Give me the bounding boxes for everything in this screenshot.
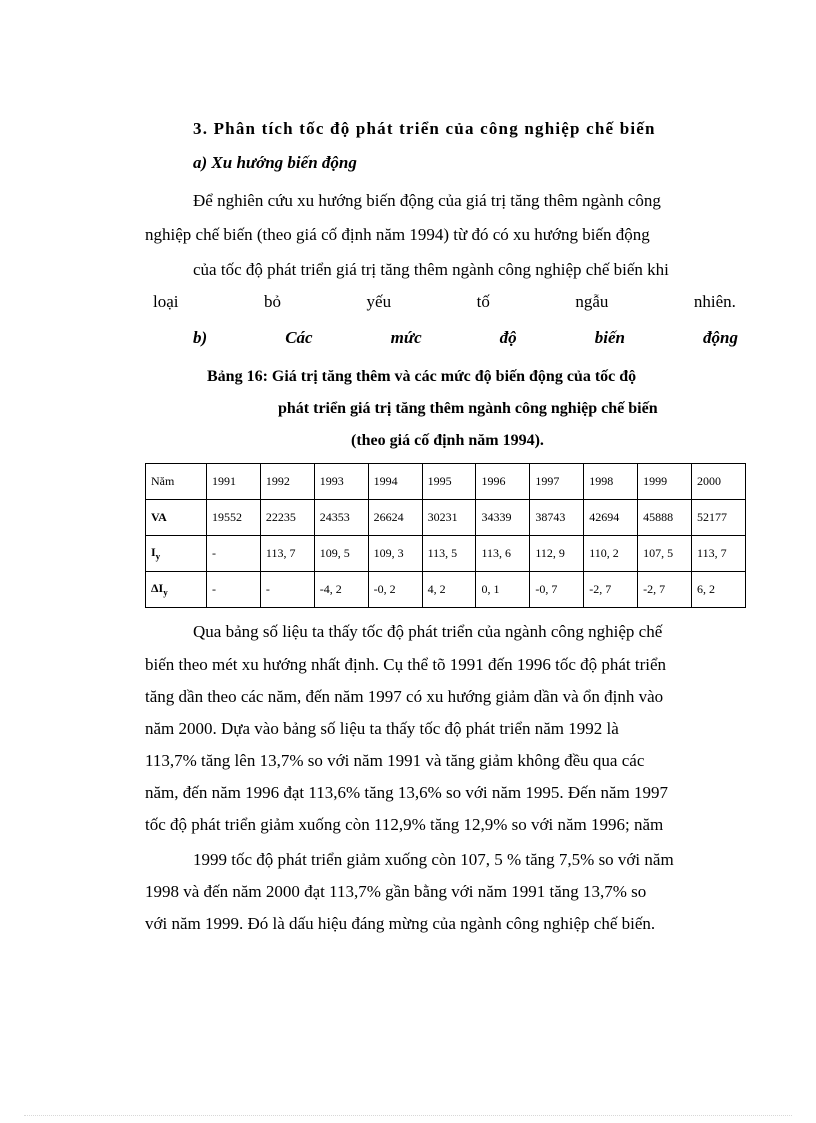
table-cell: 107, 5 [638, 536, 692, 572]
row-label [146, 572, 207, 608]
analysis-line-8: 1999 tốc độ phát triển giảm xuống còn 107, 5 % tăng 7,5% so với năm [193, 850, 674, 869]
table-cell: 38743 [530, 500, 584, 536]
table-cell: 26624 [368, 500, 422, 536]
table-caption-line-1: Bảng 16: Giá trị tăng thêm và các mức độ biến động của tốc độ [207, 368, 637, 385]
row-label [146, 500, 207, 536]
year-cell: 1998 [584, 464, 638, 500]
subheading-b [193, 328, 738, 348]
analysis-line-4: năm 2000. Dựa vào bảng số liệu ta thấy tốc độ phát triển năm 1992 là [145, 719, 619, 738]
analysis-line-6: năm, đến năm 1996 đạt 113,6% tăng 13,6% so với năm 1995. Đến năm 1997 [145, 783, 668, 802]
row-label-text: VA [151, 510, 167, 524]
analysis-line-5: 113,7% tăng lên 13,7% so với năm 1991 và tăng giảm không đều qua các [145, 751, 645, 770]
year-cell: 2000 [692, 464, 746, 500]
analysis-line-2: biến theo mét xu hướng nhất định. Cụ thể tõ 1991 đến 1996 tốc độ phát triển [145, 655, 667, 674]
analysis-line-7: tốc độ phát triển giảm xuống còn 112,9% tăng 12,9% so với năm 1996; năm [145, 815, 664, 834]
table-cell: 109, 3 [368, 536, 422, 572]
intro-line-4 [153, 292, 736, 312]
table-cell: 6, 2 [692, 572, 746, 608]
table-cell: -2, 7 [584, 572, 638, 608]
row-label-text: I [151, 545, 156, 560]
row-label-text: ΔI [151, 581, 164, 596]
table-cell: 109, 5 [314, 536, 368, 572]
table-cell: 113, 5 [422, 536, 476, 572]
table-cell: -2, 7 [638, 572, 692, 608]
table-row [146, 572, 746, 608]
year-cell: 1993 [314, 464, 368, 500]
table-cell: - [260, 572, 314, 608]
table-cell: 30231 [422, 500, 476, 536]
word: tố [476, 292, 490, 311]
table-cell: 52177 [692, 500, 746, 536]
data-table [145, 463, 746, 608]
table-row [146, 500, 746, 536]
subheading-a: a) Xu hướng biến động [193, 153, 357, 172]
table-cell: 110, 2 [584, 536, 638, 572]
table-cell: 19552 [207, 500, 261, 536]
table-cell: 113, 7 [692, 536, 746, 572]
year-cell: 1995 [422, 464, 476, 500]
year-cell: 1991 [207, 464, 261, 500]
table-cell: 113, 6 [476, 536, 530, 572]
table-header-label: Năm [146, 464, 207, 500]
word: b) [193, 328, 208, 347]
page-bottom-divider [24, 1115, 792, 1116]
year-cell: 1997 [530, 464, 584, 500]
table-cell: -0, 7 [530, 572, 584, 608]
table-cell: 22235 [260, 500, 314, 536]
year-cell: 1999 [638, 464, 692, 500]
word: yếu [366, 292, 392, 311]
intro-line-3: của tốc độ phát triển giá trị tăng thêm ngành công nghiệp chế biến khi [193, 260, 669, 279]
table-header-row [146, 464, 746, 500]
section-heading-text: 3. Phân tích tốc độ phát triển của công nghiệp chế biến [193, 119, 656, 138]
year-cell: 1996 [476, 464, 530, 500]
table-cell: - [207, 536, 261, 572]
word: biến [594, 328, 625, 347]
intro-line-1: Để nghiên cứu xu hướng biến động của giá trị tăng thêm ngành công [193, 191, 661, 210]
word: loại [153, 292, 179, 311]
year-cell: 1992 [260, 464, 314, 500]
table-cell: 112, 9 [530, 536, 584, 572]
year-cell: 1994 [368, 464, 422, 500]
word: nhiên. [693, 292, 736, 311]
word: bỏ [264, 292, 282, 311]
table-row [146, 536, 746, 572]
section-heading [193, 118, 738, 140]
analysis-line-1: Qua bảng số liệu ta thấy tốc độ phát triển của ngành công nghiệp chế [193, 622, 663, 641]
word: động [703, 328, 738, 347]
table-cell: 42694 [584, 500, 638, 536]
table-cell: 113, 7 [260, 536, 314, 572]
row-label-subscript: y [163, 587, 168, 598]
table-caption-line-2: phát triển giá trị tăng thêm ngành công nghiệp chế biến [278, 400, 658, 417]
word: Các [285, 328, 313, 347]
analysis-line-3: tăng dần theo các năm, đến năm 1997 có xu hướng giảm dần và ổn định vào [145, 687, 664, 706]
table-cell: 34339 [476, 500, 530, 536]
row-label [146, 536, 207, 572]
row-label-subscript: y [155, 551, 161, 562]
intro-line-2: nghiệp chế biến (theo giá cố định năm 1994) từ đó có xu hướng biến động [145, 225, 650, 244]
table-cell: 0, 1 [476, 572, 530, 608]
table-caption-line-3: (theo giá cố định năm 1994). [351, 432, 544, 449]
table-cell: 4, 2 [422, 572, 476, 608]
table-cell: 24353 [314, 500, 368, 536]
word: ngẫu [575, 292, 609, 311]
word: mức [390, 328, 422, 347]
table-cell: 45888 [638, 500, 692, 536]
table-cell: - [207, 572, 261, 608]
table-cell: -0, 2 [368, 572, 422, 608]
analysis-line-10: với năm 1999. Đó là dấu hiệu đáng mừng của ngành công nghiệp chế biến. [145, 914, 656, 933]
analysis-line-9: 1998 và đến năm 2000 đạt 113,7% gần bằng với năm 1991 tăng 13,7% so [145, 882, 647, 901]
word: độ [499, 328, 517, 347]
table-cell: -4, 2 [314, 572, 368, 608]
